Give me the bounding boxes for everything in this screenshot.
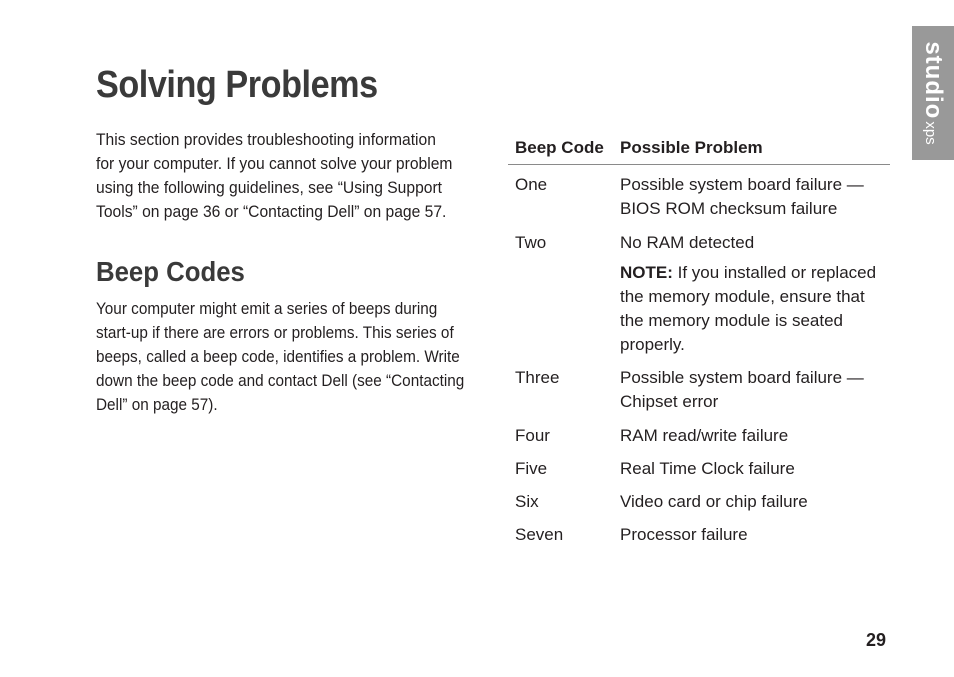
studio-xps-logo <box>919 41 947 144</box>
table-row <box>508 457 890 481</box>
table-row <box>508 231 890 357</box>
page-title: Solving Problems <box>96 64 378 106</box>
table-row <box>508 523 890 547</box>
problem-cell <box>620 231 890 357</box>
note-block <box>620 261 890 357</box>
problem-cell: Processor failure <box>620 525 748 544</box>
header-beep-code: Beep Code <box>515 138 604 157</box>
note-label: NOTE: <box>620 263 673 282</box>
table-header <box>508 136 890 165</box>
brand-text: studio <box>920 41 947 120</box>
problem-cell: RAM read/write failure <box>620 426 789 445</box>
beep-code-cell: Seven <box>515 525 564 544</box>
header-possible-problem: Possible Problem <box>620 138 763 157</box>
table-row <box>508 366 890 414</box>
problem-cell: Possible system board failure — BIOS ROM checksum failure <box>620 175 864 218</box>
problem-text: No RAM detected <box>620 233 755 252</box>
beep-code-cell: Six <box>515 492 539 511</box>
beep-code-table <box>508 136 890 547</box>
beep-code-cell: Five <box>515 459 548 478</box>
model-text: xps <box>922 121 939 145</box>
studio-xps-side-tab <box>912 26 954 160</box>
beep-code-cell: Three <box>515 368 560 387</box>
intro-paragraph: This section provides troubleshooting information for your computer. If you cannot solve your problem using the following guidelines, see “Using Support Tools” on page 36 or “Contacting Dell” on page 57. <box>96 130 453 221</box>
section-title-beep-codes: Beep Codes <box>96 256 245 287</box>
table-row <box>508 424 890 448</box>
beep-codes-paragraph: Your computer might emit a series of beeps during start-up if there are errors or problems. This series of beeps, called a beep code, identifies a problem. Write down the beep code and contact Dell (see “Contacting Dell” on page 57). <box>96 299 465 414</box>
page-number: 29 <box>866 630 887 650</box>
table-row <box>508 490 890 514</box>
beep-code-cell: Four <box>515 426 550 445</box>
note-text: If you installed or replaced the memory module, ensure that the memory module is seated properly. <box>620 263 877 354</box>
table-row <box>508 173 890 221</box>
beep-code-cell: One <box>515 175 548 194</box>
beep-code-cell: Two <box>515 233 547 252</box>
problem-cell: Real Time Clock failure <box>620 459 795 478</box>
problem-cell: Video card or chip failure <box>620 492 808 511</box>
problem-cell: Possible system board failure — Chipset error <box>620 368 864 411</box>
